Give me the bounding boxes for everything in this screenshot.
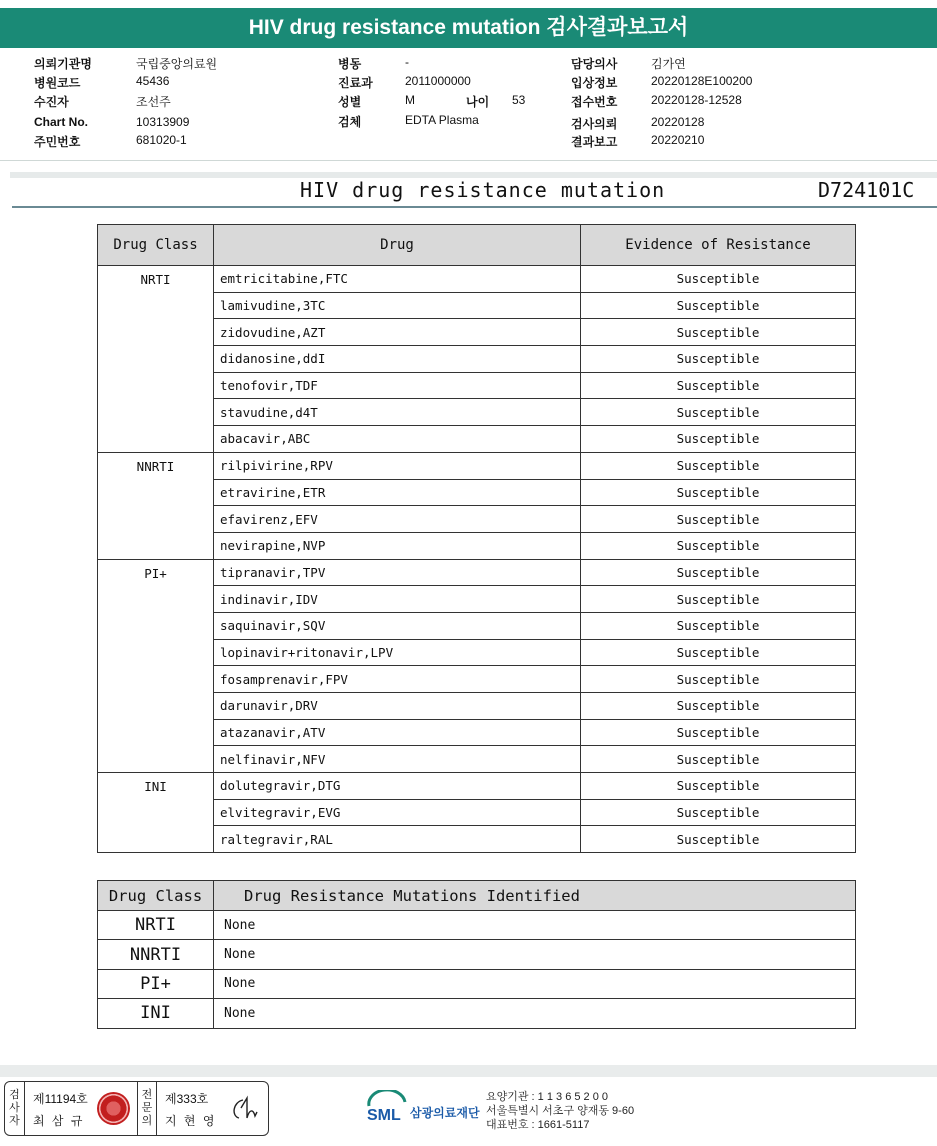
drug-cell: rilpivirine,RPV [214, 452, 581, 479]
vertical-char: 사 [9, 1102, 20, 1114]
table-row [98, 911, 856, 940]
info-value: 10313909 [136, 115, 190, 129]
col-header-drug-class: Drug Class [98, 881, 214, 911]
info-row [338, 55, 409, 72]
logo-text: SML [367, 1107, 401, 1124]
vertical-char: 자 [9, 1115, 20, 1127]
drug-cell: dolutegravir,DTG [214, 773, 581, 800]
info-label: 수진자 [34, 95, 69, 109]
info-label: 결과보고 [571, 135, 618, 149]
drug-cell: saquinavir,SQV [214, 612, 581, 639]
info-row [34, 115, 190, 129]
sml-logo-icon [365, 1090, 409, 1130]
evidence-cell: Susceptible [581, 452, 856, 479]
specialist-license: 제333호 [165, 1092, 209, 1106]
col-header-drug-class: Drug Class [98, 225, 214, 266]
drug-cell: raltegravir,RAL [214, 826, 581, 853]
info-row [338, 93, 415, 110]
info-value: 김가연 [651, 57, 686, 71]
address-line: 대표번호 : 1661-5117 [486, 1119, 590, 1131]
drug-cell: tipranavir,TPV [214, 559, 581, 586]
report-title: HIV drug resistance mutation 검사결과보고서 [0, 8, 937, 48]
drug-class-cell: NRTI [98, 911, 214, 940]
info-label: 주민번호 [34, 135, 81, 149]
evidence-cell: Susceptible [581, 479, 856, 506]
drug-cell: tenofovir,TDF [214, 372, 581, 399]
drug-cell: nevirapine,NVP [214, 532, 581, 559]
info-value: EDTA Plasma [405, 113, 479, 127]
table-row [98, 266, 856, 293]
info-label: 검체 [338, 115, 362, 129]
drug-class-cell: PI+ [98, 969, 214, 998]
info-value: 국립중앙의료원 [136, 57, 218, 71]
signature-box [4, 1081, 269, 1136]
evidence-cell: Susceptible [581, 319, 856, 346]
info-value: 조선주 [136, 95, 171, 109]
vertical-char: 검 [9, 1089, 20, 1101]
info-label: 병원코드 [34, 76, 81, 90]
address-line: 서울특별시 서초구 양재동 9-60 [486, 1105, 635, 1117]
info-row [571, 133, 705, 150]
test-code: D724101C [818, 178, 915, 202]
evidence-cell: Susceptible [581, 746, 856, 773]
drug-class-cell: INI [98, 773, 214, 853]
vertical-char: 문 [141, 1102, 153, 1114]
drug-cell: elvitegravir,EVG [214, 799, 581, 826]
vertical-char: 전 [141, 1089, 153, 1101]
specialist-name: 지 현 영 [165, 1114, 217, 1128]
info-row [34, 93, 171, 110]
info-label: Chart No. [34, 115, 88, 129]
drug-cell: lamivudine,3TC [214, 292, 581, 319]
info-value: 20220128-12528 [651, 93, 742, 107]
evidence-cell: Susceptible [581, 666, 856, 693]
drug-cell: lopinavir+ritonavir,LPV [214, 639, 581, 666]
table-row [98, 969, 856, 998]
title-divider [12, 206, 937, 208]
tester-label [5, 1082, 25, 1135]
info-value: 53 [512, 93, 526, 107]
info-label: 입상정보 [571, 76, 618, 90]
mutation-table [97, 880, 856, 1029]
evidence-cell: Susceptible [581, 693, 856, 720]
mutation-cell: None [214, 999, 856, 1028]
drug-cell: atazanavir,ATV [214, 719, 581, 746]
evidence-cell: Susceptible [581, 719, 856, 746]
info-row [34, 55, 218, 72]
col-header-drug: Drug [214, 225, 581, 266]
info-value: 20220128 [651, 115, 705, 129]
evidence-cell: Susceptible [581, 346, 856, 373]
address-line: 요양기관 : 1 1 3 6 5 2 0 0 [486, 1091, 609, 1103]
info-label: 성별 [338, 95, 362, 109]
drug-cell: indinavir,IDV [214, 586, 581, 613]
info-row [571, 55, 686, 72]
drug-cell: fosamprenavir,FPV [214, 666, 581, 693]
tester-license: 제11194호 [33, 1092, 88, 1106]
info-value: 2011000000 [405, 74, 471, 88]
evidence-cell: Susceptible [581, 559, 856, 586]
org-address [486, 1090, 634, 1132]
resistance-table [97, 224, 856, 853]
info-label: 접수번호 [571, 95, 618, 109]
info-row [34, 133, 187, 150]
table-row [98, 999, 856, 1028]
info-row [338, 74, 471, 91]
divider [0, 160, 937, 161]
info-row [571, 115, 705, 132]
evidence-cell: Susceptible [581, 612, 856, 639]
col-header-mutations: Drug Resistance Mutations Identified [214, 881, 856, 911]
drug-cell: emtricitabine,FTC [214, 266, 581, 293]
drug-cell: abacavir,ABC [214, 426, 581, 453]
info-value: M [405, 93, 415, 107]
info-value: 20220210 [651, 133, 705, 147]
info-row-age [466, 93, 526, 110]
info-label: 나이 [466, 95, 490, 109]
info-value: 20220128E100200 [651, 74, 753, 88]
mutation-cell: None [214, 940, 856, 969]
info-value: 45436 [136, 74, 170, 88]
info-row [571, 74, 753, 91]
info-value: - [405, 55, 409, 69]
signature-icon [227, 1094, 263, 1124]
info-row [34, 74, 170, 91]
evidence-cell: Susceptible [581, 586, 856, 613]
evidence-cell: Susceptible [581, 372, 856, 399]
drug-cell: etravirine,ETR [214, 479, 581, 506]
info-label: 진료과 [338, 76, 373, 90]
evidence-cell: Susceptible [581, 532, 856, 559]
mutation-cell: None [214, 969, 856, 998]
info-row [338, 113, 479, 130]
footer-band [0, 1065, 937, 1077]
drug-cell: nelfinavir,NFV [214, 746, 581, 773]
seal-icon [97, 1092, 130, 1125]
drug-class-cell: NNRTI [98, 452, 214, 559]
evidence-cell: Susceptible [581, 773, 856, 800]
table-row [98, 559, 856, 586]
drug-cell: efavirenz,EFV [214, 506, 581, 533]
vertical-char: 의 [141, 1115, 153, 1127]
mutation-cell: None [214, 911, 856, 940]
info-label: 검사의뢰 [571, 117, 618, 131]
evidence-cell: Susceptible [581, 266, 856, 293]
evidence-cell: Susceptible [581, 639, 856, 666]
table-row [98, 773, 856, 800]
drug-class-cell: NRTI [98, 266, 214, 453]
info-value: 681020-1 [136, 133, 187, 147]
info-label: 담당의사 [571, 57, 618, 71]
evidence-cell: Susceptible [581, 426, 856, 453]
col-header-evidence: Evidence of Resistance [581, 225, 856, 266]
evidence-cell: Susceptible [581, 506, 856, 533]
info-label: 의뢰기관명 [34, 57, 92, 71]
evidence-cell: Susceptible [581, 399, 856, 426]
table-row [98, 452, 856, 479]
drug-class-cell: INI [98, 999, 214, 1028]
tester-name: 최 삼 규 [33, 1114, 85, 1128]
drug-class-cell: NNRTI [98, 940, 214, 969]
drug-cell: didanosine,ddI [214, 346, 581, 373]
evidence-cell: Susceptible [581, 292, 856, 319]
table-row [98, 940, 856, 969]
drug-cell: stavudine,d4T [214, 399, 581, 426]
drug-cell: darunavir,DRV [214, 693, 581, 720]
drug-cell: zidovudine,AZT [214, 319, 581, 346]
test-name: HIV drug resistance mutation [300, 178, 666, 202]
evidence-cell: Susceptible [581, 799, 856, 826]
evidence-cell: Susceptible [581, 826, 856, 853]
info-row [571, 93, 742, 110]
drug-class-cell: PI+ [98, 559, 214, 773]
org-name: 삼광의료재단 [410, 1106, 480, 1120]
specialist-label [137, 1082, 157, 1135]
info-label: 병동 [338, 57, 362, 71]
